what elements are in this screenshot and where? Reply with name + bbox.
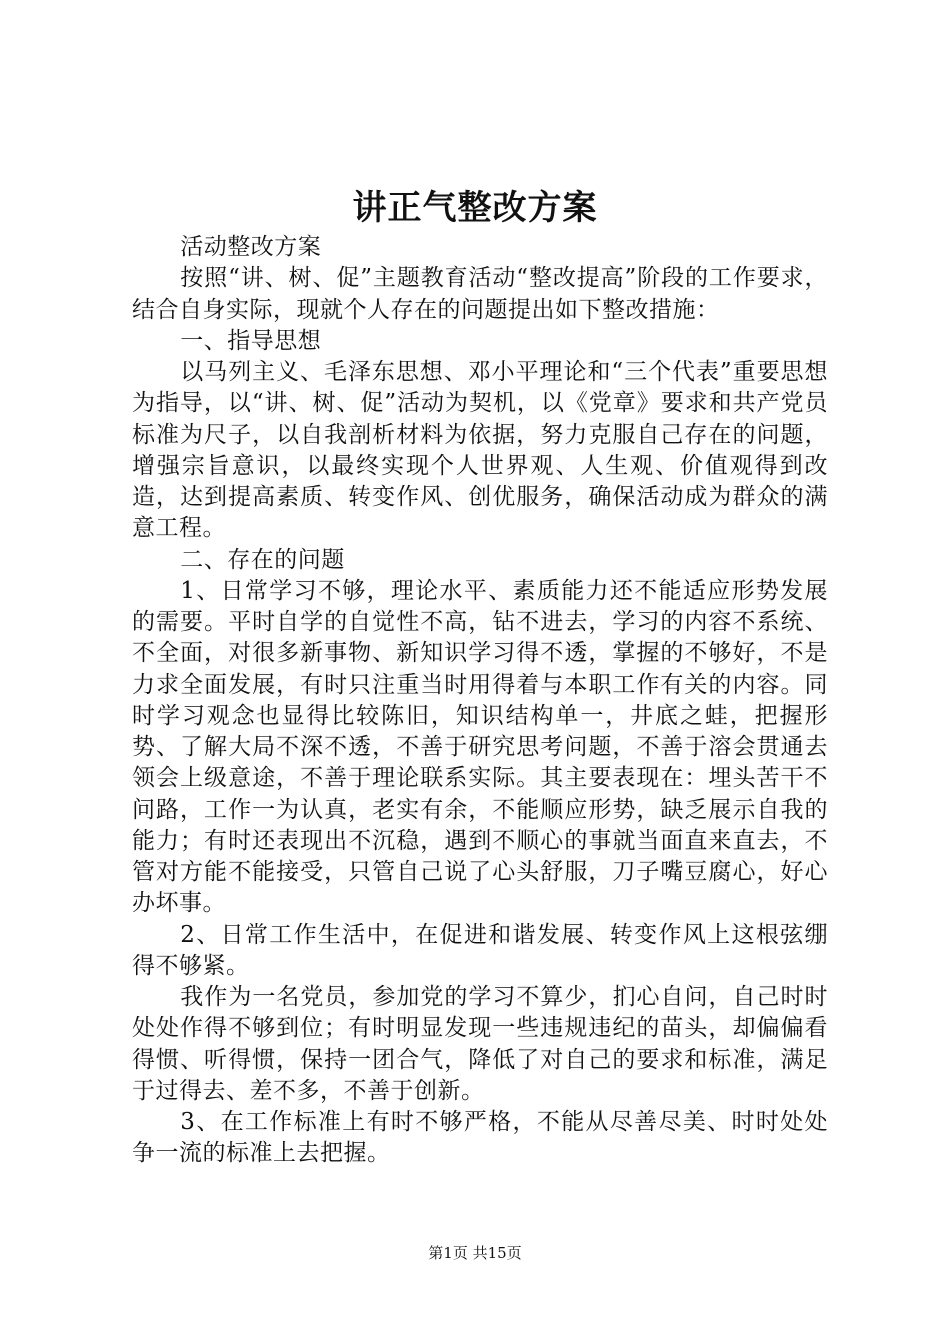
document-title: 讲正气整改方案 (352, 188, 598, 228)
paragraph-problem-2: 2、日常工作生活中，在促进和谐发展、转变作风上这根弦绷得不够紧。 (132, 921, 828, 979)
paragraph-problem-3: 3、在工作标准上有时不够严格，不能从尽善尽美、时时处处争一流的标准上去把握。 (132, 1109, 828, 1167)
paragraph-guiding-ideology: 以马列主义、毛泽东思想、邓小平理论和“三个代表”重要思想为指导，以“讲、树、促”活动为契机，以《党章》要求和共产党员标准为尺子，以自我剖析材料为依据，努力克服自己存在的问题，增强宗旨意识，以最终实现个人世界观、人生观、价值观得到改造，达到提高素质、转变作风、创优服务，确保活动成为群众的满意工程。 (132, 359, 828, 542)
page-footer: 第1页 共15页 (428, 1244, 522, 1262)
paragraph-heading-activity: 活动整改方案 (180, 234, 322, 260)
paragraph-intro: 按照“讲、树、促”主题教育活动“整改提高”阶段的工作要求，结合自身实际，现就个人存在的问题提出如下整改措施： (132, 265, 828, 323)
section-heading-existing-problems: 二、存在的问题 (180, 546, 345, 573)
paragraph-problem-2-detail: 我作为一名党员，参加党的学习不算少，扪心自问，自己时时处处作得不够到位；有时明显发现一些违规违纪的苗头，却偏偏看得惯、听得惯，保持一团合气，降低了对自己的要求和标准，满足于过得去、差不多，不善于创新。 (132, 984, 828, 1104)
paragraph-problem-1: 1、日常学习不够，理论水平、素质能力还不能适应形势发展的需要。平时自学的自觉性不高，钻不进去，学习的内容不系统、不全面，对很多新事物、新知识学习得不透，掌握的不够好，不是力求全面发展，有时只注重当时用得着与本职工作有关的内容。同时学习观念也显得比较陈旧，知识结构单一，井底之蛙，把握形势、了解大局不深不透，不善于研究思考问题，不善于溶会贯通去领会上级意途，不善于理论联系实际。其主要表现在：埋头苦干不问路，工作一为认真，老实有余，不能顺应形势，缺乏展示自我的能力；有时还表现出不沉稳，遇到不顺心的事就当面直来直去，不管对方能不能接受，只管自己说了心头舒服，刀子嘴豆腐心，好心办坏事。 (132, 577, 828, 917)
document-body (132, 232, 828, 1170)
section-heading-guiding-ideology: 一、指导思想 (180, 327, 322, 354)
